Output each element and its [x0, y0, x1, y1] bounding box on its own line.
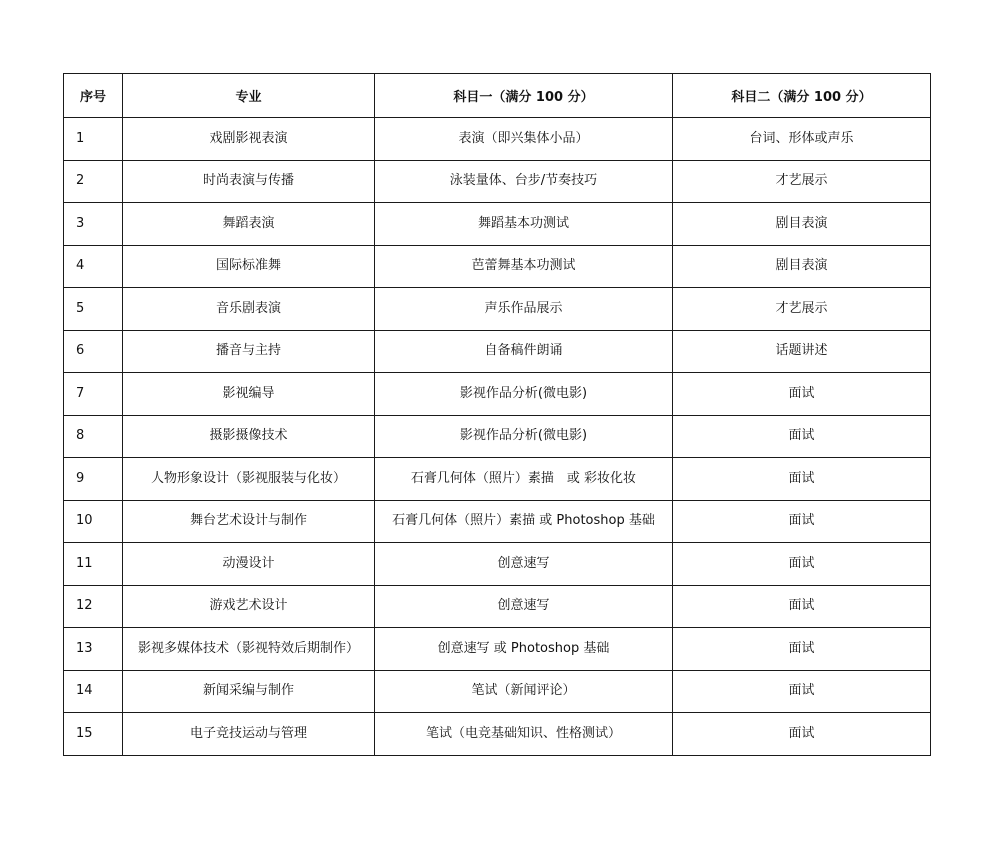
cell-major: 新闻采编与制作: [123, 670, 375, 713]
cell-subject1: 芭蕾舞基本功测试: [375, 245, 673, 288]
cell-subject2: 面试: [673, 458, 931, 501]
cell-major: 音乐剧表演: [123, 288, 375, 331]
cell-major: 摄影摄像技术: [123, 415, 375, 458]
cell-major: 国际标准舞: [123, 245, 375, 288]
cell-no: 11: [64, 543, 123, 586]
cell-subject2: 面试: [673, 628, 931, 671]
cell-no: 6: [64, 330, 123, 373]
cell-subject1: 声乐作品展示: [375, 288, 673, 331]
cell-subject2: 面试: [673, 373, 931, 416]
cell-no: 4: [64, 245, 123, 288]
cell-subject2: 才艺展示: [673, 160, 931, 203]
cell-no: 14: [64, 670, 123, 713]
header-major: 专业: [123, 74, 375, 118]
exam-subjects-document: [63, 73, 930, 756]
cell-no: 7: [64, 373, 123, 416]
cell-subject1: 影视作品分析(微电影): [375, 415, 673, 458]
table-row: [64, 160, 931, 203]
cell-subject1: 石膏几何体（照片）素描 或 Photoshop 基础: [375, 500, 673, 543]
cell-subject1: 石膏几何体（照片）素描 或 彩妆化妆: [375, 458, 673, 501]
cell-major: 电子竞技运动与管理: [123, 713, 375, 756]
cell-no: 13: [64, 628, 123, 671]
cell-major: 动漫设计: [123, 543, 375, 586]
cell-no: 12: [64, 585, 123, 628]
cell-subject2: 面试: [673, 415, 931, 458]
cell-no: 8: [64, 415, 123, 458]
cell-no: 2: [64, 160, 123, 203]
cell-major: 人物形象设计（影视服装与化妆）: [123, 458, 375, 501]
cell-no: 5: [64, 288, 123, 331]
cell-subject2: 台词、形体或声乐: [673, 118, 931, 161]
table-row: [64, 713, 931, 756]
cell-major: 播音与主持: [123, 330, 375, 373]
cell-major: 舞台艺术设计与制作: [123, 500, 375, 543]
table-header: [64, 74, 931, 118]
cell-subject1: 创意速写: [375, 585, 673, 628]
table-row: [64, 203, 931, 246]
cell-major: 舞蹈表演: [123, 203, 375, 246]
cell-no: 3: [64, 203, 123, 246]
cell-no: 15: [64, 713, 123, 756]
cell-subject2: 剧目表演: [673, 203, 931, 246]
table-row: [64, 628, 931, 671]
cell-major: 戏剧影视表演: [123, 118, 375, 161]
cell-subject1: 舞蹈基本功测试: [375, 203, 673, 246]
cell-subject2: 面试: [673, 670, 931, 713]
cell-major: 游戏艺术设计: [123, 585, 375, 628]
exam-subjects-table: [63, 73, 931, 756]
cell-subject2: 话题讲述: [673, 330, 931, 373]
cell-subject1: 影视作品分析(微电影): [375, 373, 673, 416]
header-subject2: 科目二（满分 100 分）: [673, 74, 931, 118]
table-row: [64, 373, 931, 416]
cell-subject1: 笔试（电竞基础知识、性格测试）: [375, 713, 673, 756]
table-row: [64, 500, 931, 543]
table-row: [64, 330, 931, 373]
cell-subject2: 剧目表演: [673, 245, 931, 288]
cell-subject1: 笔试（新闻评论）: [375, 670, 673, 713]
header-row: [64, 74, 931, 118]
table-row: [64, 288, 931, 331]
table-body: [64, 118, 931, 756]
cell-no: 10: [64, 500, 123, 543]
cell-subject1: 泳装量体、台步/节奏技巧: [375, 160, 673, 203]
cell-subject2: 面试: [673, 500, 931, 543]
table-row: [64, 458, 931, 501]
table-row: [64, 415, 931, 458]
table-row: [64, 585, 931, 628]
cell-major: 影视多媒体技术（影视特效后期制作）: [123, 628, 375, 671]
header-no: 序号: [64, 74, 123, 118]
cell-subject2: 才艺展示: [673, 288, 931, 331]
cell-no: 1: [64, 118, 123, 161]
header-subject1: 科目一（满分 100 分）: [375, 74, 673, 118]
cell-no: 9: [64, 458, 123, 501]
cell-subject2: 面试: [673, 585, 931, 628]
cell-subject1: 创意速写: [375, 543, 673, 586]
table-row: [64, 118, 931, 161]
table-row: [64, 245, 931, 288]
cell-subject1: 自备稿件朗诵: [375, 330, 673, 373]
cell-subject1: 创意速写 或 Photoshop 基础: [375, 628, 673, 671]
cell-subject2: 面试: [673, 713, 931, 756]
table-row: [64, 670, 931, 713]
table-row: [64, 543, 931, 586]
cell-subject2: 面试: [673, 543, 931, 586]
cell-major: 影视编导: [123, 373, 375, 416]
cell-subject1: 表演（即兴集体小品）: [375, 118, 673, 161]
cell-major: 时尚表演与传播: [123, 160, 375, 203]
